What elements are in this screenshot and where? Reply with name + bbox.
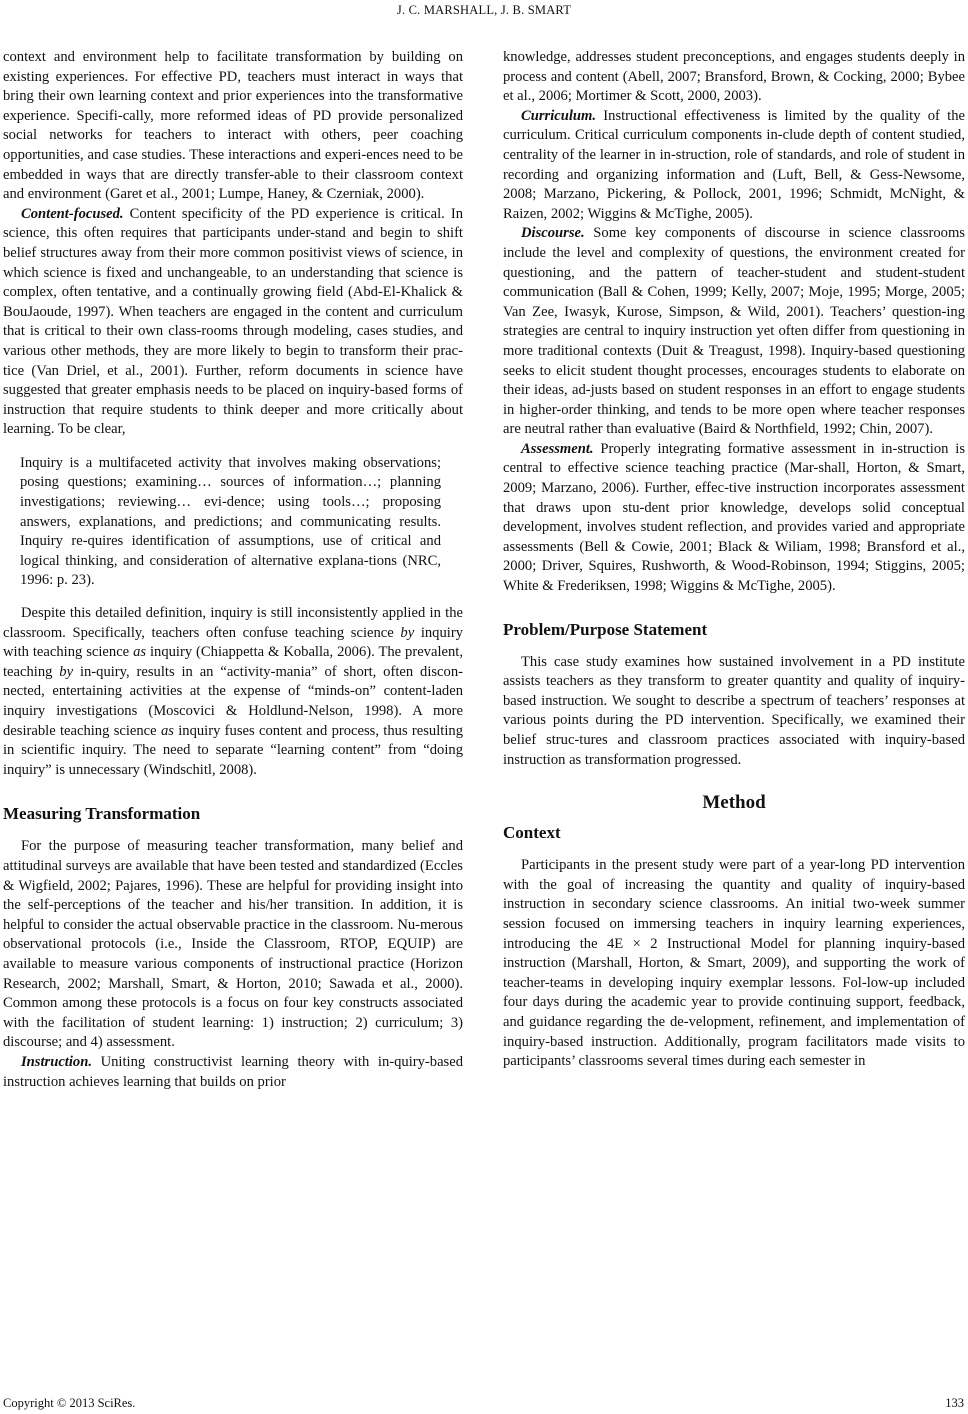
footer-copyright: Copyright © 2013 SciRes. <box>3 1396 136 1410</box>
paragraph-lead: Instruction. <box>21 1053 92 1070</box>
paragraph-curriculum <box>503 107 965 225</box>
paragraph-text: Properly integrating formative assessment in in-struction is central to effective science teaching practice (Mar-shall, Horton, & Smart, 2009; Marzano, 2006). Further, effec-tive instruction incorporates assessment that draws upon stu-dent prior knowledge, develops solid conceptual development, involves student reflection, and provides varied and appropriate assessments (Bell & Cowie, 2001; Black & Wiliam, 1998; Bransford et al., 2000; Driver, Squires, Rushworth, & Wood-Robinson, 1994; Stiggins, 2005; White & Frederiksen, 1998; Wiggins & McTighe, 2005). <box>503 440 965 595</box>
text-run: inquiry fuses content and process, thus resulting in scientific inquiry. The need to separate “learning content” from “doing inquiry” is unnecessary (Windschitl, 2008). <box>3 722 463 778</box>
section-heading-measuring: Measuring Transformation <box>3 804 201 824</box>
text-run: inquiry with teaching science <box>3 624 463 661</box>
paragraph-assessment <box>503 440 965 597</box>
section-heading-method: Method <box>702 792 766 814</box>
subsection-heading-context: Context <box>503 823 561 843</box>
paragraph: For the purpose of measuring teacher transformation, many belief and attitudinal surveys are available that have been tested and standardized (Eccles & Wigfield, 2002; Pajares, 1996). These are helpful for providing insight into the self-perceptions of the teacher and his/her transition. In addition, it is helpful to consider the actual observable practice in the classroom. Nu-merous observational protocols (i.e., Inside the Classroom, RTOP, EQUIP) are available to measure various components of instructional practice (Horizon Research, 2002; Marshall, Smart, & Horton, 2010; Sawada et al., 2000). Common among these protocols is a focus on four key constructs associated with the facilitation of student learning: 1) instruction; 2) curriculum; 3) discourse; and 4) assessment. <box>3 838 463 1051</box>
italic-run: by <box>59 663 74 680</box>
paragraph: context and environment help to facilitate transformation by building on existing experiences. For effective PD, teachers must interact in ways that bring their own learning context and prior experiences into the transformative experience. Specifi-cally, more reformed ideas of PD provide personalized social networks for teachers to interact with others, peer coaching opportunities, and case studies. These interactions and experi-ences need to be embedded in ways that are directly transfer-able to their classroom context and environment (Garet et al., 2001; Lumpe, Haney, & Czerniak, 2000). <box>3 49 463 203</box>
block-quote: Inquiry is a multifaceted activity that involves making observations; posing questions; examining… sources of information…; planning investigations; reviewing… evi-dence; using tools…; proposing answers, explanations, and predictions; and communicating results. Inquiry re-quires identification of assumptions, use of critical and logical thinking, and consideration of alternative explana-tions (NRC, 1996: p. 23). <box>20 454 441 589</box>
italic-run: as <box>160 722 174 739</box>
section-heading-problem: Problem/Purpose Statement <box>503 619 708 639</box>
paragraph-instruction <box>3 1053 463 1092</box>
italic-run: as <box>133 644 147 661</box>
paragraph: Participants in the present study were part of a year-long PD intervention with the goal of increasing the quantity and quality of inquiry-based instruction in secondary science classrooms. An initial two-week summer session focused on immersing teachers in inquiry learning experiences, introducing the 4E × 2 Instructional Model for planning inquiry-based instruction (Marshall, Horton, & Smart, 2009), and supporting the work of teacher-teams in developing inquiry exemplar lessons. Fol-low-up included four days during the academic year to provide continuing support, feedback, and guidance regarding the de-velopment, refinement, and implementation of inquiry-based instruction. Additionally, program facilitators made visits to participants’ classrooms several times during each semester in <box>503 857 965 1070</box>
italic-run: by <box>400 624 415 641</box>
paragraph-text: Uniting constructivist learning theory with in-quiry-based instruction achieves learning that builds on prior <box>3 1053 463 1090</box>
text-run: in-quiry, results in an “activity-mania” of short, often discon-nected, entertaining activities at the expense of “minds-on” content-laden inquiry investigations (Moscovici & Holdlund-Nelson, 1998). A more desirable teaching science <box>3 663 463 739</box>
paragraph: knowledge, addresses student preconceptions, and engages students deeply in process and content (Abell, 2007; Bransford, Brown, & Cocking, 2000; Bybee et al., 2006; Mortimer & Scott, 2000, 2003). <box>503 49 965 105</box>
paragraph-text: Some key components of discourse in science classrooms include the level and complexity of questions, the environment created for questioning, and the pattern of teacher-student and student-student communication (Ball & Cohen, 1999; Kelly, 2007; Moje, 1995; Morge, 2005; Van Zee, Iwasyk, Kurose, Simpson, & Wild, 2001). Teachers’ question-ing strategies are central to inquiry instruction yet often differ from questioning in more traditional contexts (Duit & Treagust, 1998). Inquiry-based questioning seeks to elicit student thought processes, encourages students to elaborate on their ideas, ad-justs based on student responses in an effort to engage students in higher-order thinking, and tends to be more open where teacher responses are neutral rather than evaluative (Baird & Northfield, 1992; Chin, 2007). <box>503 225 965 438</box>
paragraph: This case study examines how sustained involvement in a PD institute assists teachers as they transform to greater quantity and quality of inquiry-based instruction. We sought to describe a spectrum of teachers’ responses at various points during the PD intervention. Specifically, we examined their belief struc-tures and classroom practices associated with inquiry-based instruction as transformation progressed. <box>503 653 965 768</box>
text-run: Despite this detailed definition, inquiry is still inconsistently applied in the classroom. Specifically, teachers often confuse teaching science <box>3 605 463 641</box>
paragraph-lead: Curriculum. <box>521 107 597 124</box>
paragraph-text: Instructional effectiveness is limited by the quality of the curriculum. Critical curriculum components in-clude depth of content studied, centrality of the learner in in-struction, role of standards, and role of student in recording and organizing information and (Luft, Bell, & Gess-Newsome, 2008; Marzano, Pickering, & Pollock, 2001, 1996; Schmidt, McNight, & Raizen, 2002; Wiggins & McTighe, 2005). <box>503 107 965 222</box>
running-head: J. C. MARSHALL, J. B. SMART <box>396 3 572 17</box>
paragraph-lead: Discourse. <box>521 225 585 242</box>
paragraph-lead: Assessment. <box>521 440 594 457</box>
text-run: inquiry (Chiappetta & Koballa, 2006). The prevalent, teaching <box>3 644 463 680</box>
right-column <box>503 48 965 1072</box>
paragraph-despite <box>3 604 463 780</box>
paragraph-text: Content specificity of the PD experience is critical. In science, this often requires that participants under-stand and begin to shift belief structures away from their more common positivist views of science, in which science is fixed and unchangeable, to an understanding that science is complex, often tentative, and a continually growing field (Abd-El-Khalick & BouJaoude, 1997). When teachers are engaged in the content and curriculum that is critical to their own class-rooms through modeling, cases studies, and various other methods, they are more likely to begin to transform their prac-tice (Van Driel, et al., 2001). Further, reform documents in science have suggested that greater emphasis needs to be placed on inquiry-based forms of instruction that require students to think deeper and more critically about learning. To be clear, <box>3 205 463 438</box>
paragraph-discourse <box>503 224 965 440</box>
paragraph-lead: Content-focused. <box>21 205 124 222</box>
left-column <box>3 48 463 1092</box>
paragraph-content-focused <box>3 205 463 440</box>
footer-page-number: 133 <box>945 1396 964 1410</box>
